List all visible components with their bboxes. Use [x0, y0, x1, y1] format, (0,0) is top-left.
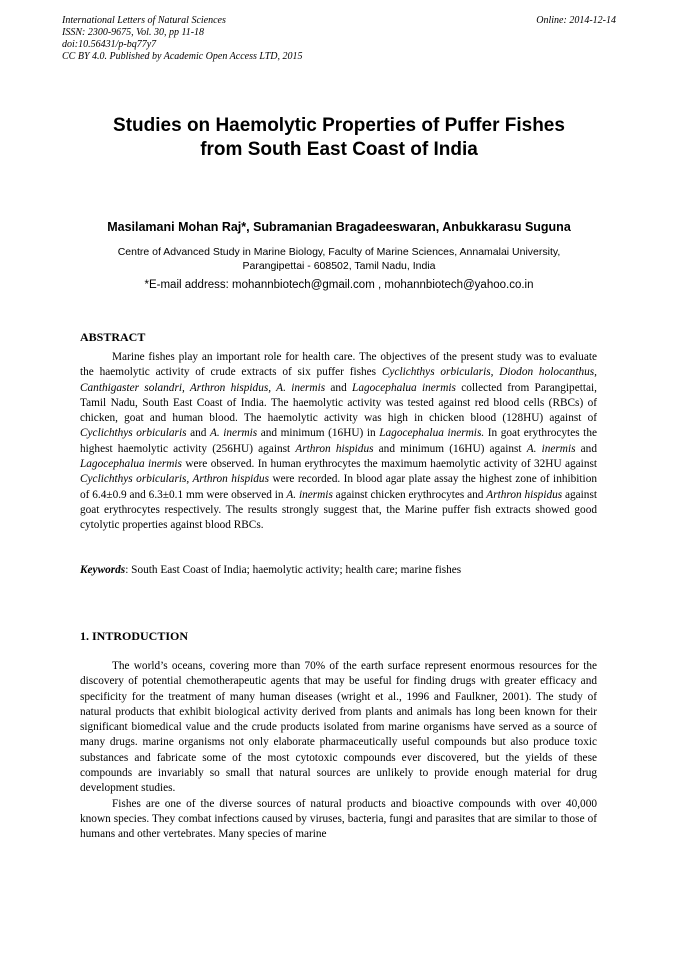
journal-header — [62, 15, 616, 63]
abstract-text: against chicken erythrocytes and — [332, 488, 487, 501]
abstract-body — [80, 350, 597, 534]
introduction-body — [80, 659, 597, 843]
affiliation-line-1: Centre of Advanced Study in Marine Biology, Faculty of Marine Sciences, Annamalai University, — [117, 246, 561, 258]
online-date: Online: 2014-12-14 — [536, 15, 616, 26]
abstract-text: and — [186, 427, 210, 440]
species-name: Cyclichthys orbicularis — [80, 427, 187, 440]
species-name: Arthron hispidus — [295, 442, 374, 455]
doi-line: doi:10.56431/p-bq77y7 — [62, 39, 157, 50]
abstract-heading: ABSTRACT — [80, 330, 146, 344]
author-list: Masilamani Mohan Raj*, Subramanian Bragadeeswaran, Anbukkarasu Suguna — [107, 220, 571, 234]
keywords-label: Keywords — [80, 564, 126, 576]
introduction-heading: 1. INTRODUCTION — [80, 629, 189, 643]
abstract-text: and — [325, 381, 353, 394]
title-line-1: Studies on Haemolytic Properties of Puffer Fishes — [113, 115, 565, 136]
keywords-line — [80, 563, 597, 578]
license-line: CC BY 4.0. Published by Academic Open Access LTD, 2015 — [62, 51, 303, 62]
species-name: A. inermis — [526, 442, 576, 455]
species-name: Lagocephalua inermis. — [379, 427, 485, 440]
email-line: *E-mail address: mohannbiotech@gmail.com , mohannbiotech@yahoo.co.in — [144, 279, 534, 291]
issn-line: ISSN: 2300-9675, Vol. 30, pp 11-18 — [62, 27, 205, 38]
abstract-text: and — [575, 442, 597, 455]
paper-title — [60, 114, 618, 162]
abstract-text: and minimum (16HU) against — [373, 442, 527, 455]
affiliation — [80, 245, 598, 273]
species-name: Lagocephalua inermis — [80, 458, 182, 471]
species-name: Cyclichthys orbicularis, Arthron hispidus — [80, 473, 269, 486]
species-name: A. inermis — [286, 488, 333, 501]
species-name: Lagocephalua inermis — [352, 381, 456, 394]
species-name: Cyclichthys orbicularis, Diodon holocanthus, Canthigaster solandri, Arthron hispidus, A. inermis — [80, 366, 597, 394]
introduction-paragraph-2: Fishes are one of the diverse sources of natural products and bioactive compounds with over 40,000 known species. They combat infections caused by viruses, bacteria, fungi and parasites that are similar to those of humans and other vertebrates. Many species of marine — [80, 797, 597, 841]
journal-name: International Letters of Natural Sciences — [62, 15, 226, 26]
abstract-text: collected from Parangipettai, Tamil Nadu, South East Coast of India. The haemolytic activity was tested against red blood cells (RBCs) of chicken, goat and human blood. The haemolytic activity was high in chicken blood (128HU) against of — [80, 381, 597, 425]
abstract-text: were recorded. In blood agar plate assay the highest zone of inhibition of 6.4±0.9 and 6.3±0.1 mm were observed in — [80, 473, 597, 501]
keywords-text: : South East Coast of India; haemolytic activity; health care; marine fishes — [125, 564, 462, 576]
abstract-text: against goat erythrocytes respectively. The results strongly suggest that, the Marine puffer fish extracts showed good cytolytic properties against blood RBCs. — [80, 488, 597, 532]
title-line-2: from South East Coast of India — [200, 139, 478, 160]
species-name: Arthron hispidus — [486, 488, 563, 501]
keywords-section — [80, 563, 597, 578]
abstract-text: Marine fishes play an important role for health care. The objectives of the present study was to evaluate the haemolytic activity of crude extracts of six puffer fishes — [80, 351, 597, 379]
introduction-paragraph-1: The world’s oceans, covering more than 70% of the earth surface represent enormous resources for the discovery of potential chemotherapeutic agents that may be useful for finding drugs with greater efficacy and specificity for the treatment of many human diseases (wright et al., 1996 and Faulkner, 2001). The study of natural products that exhibit biological activity derived from plants and animals has long been known for their significant biomedical value and the crude products isolated from marine organisms have served as a source of many drugs. marine organisms not only elaborate pharmaceutically useful compounds but also produce toxic substances and fabricate some of the most cytotoxic compounds ever discovered, but the yields of these compounds are invariably so small that natural sources are unlikely to provide enough material for drug development studies. — [80, 660, 597, 795]
abstract-text: In goat erythrocytes the highest haemolytic activity (256HU) against — [80, 427, 597, 455]
species-name: A. inermis — [209, 427, 258, 440]
abstract-text: were observed. In human erythrocytes the maximum haemolytic activity of 32HU against — [181, 458, 597, 471]
abstract-paragraph — [80, 350, 597, 534]
abstract-text: and minimum (16HU) in — [257, 427, 380, 440]
affiliation-line-2: Parangipettai - 608502, Tamil Nadu, India — [242, 260, 436, 272]
